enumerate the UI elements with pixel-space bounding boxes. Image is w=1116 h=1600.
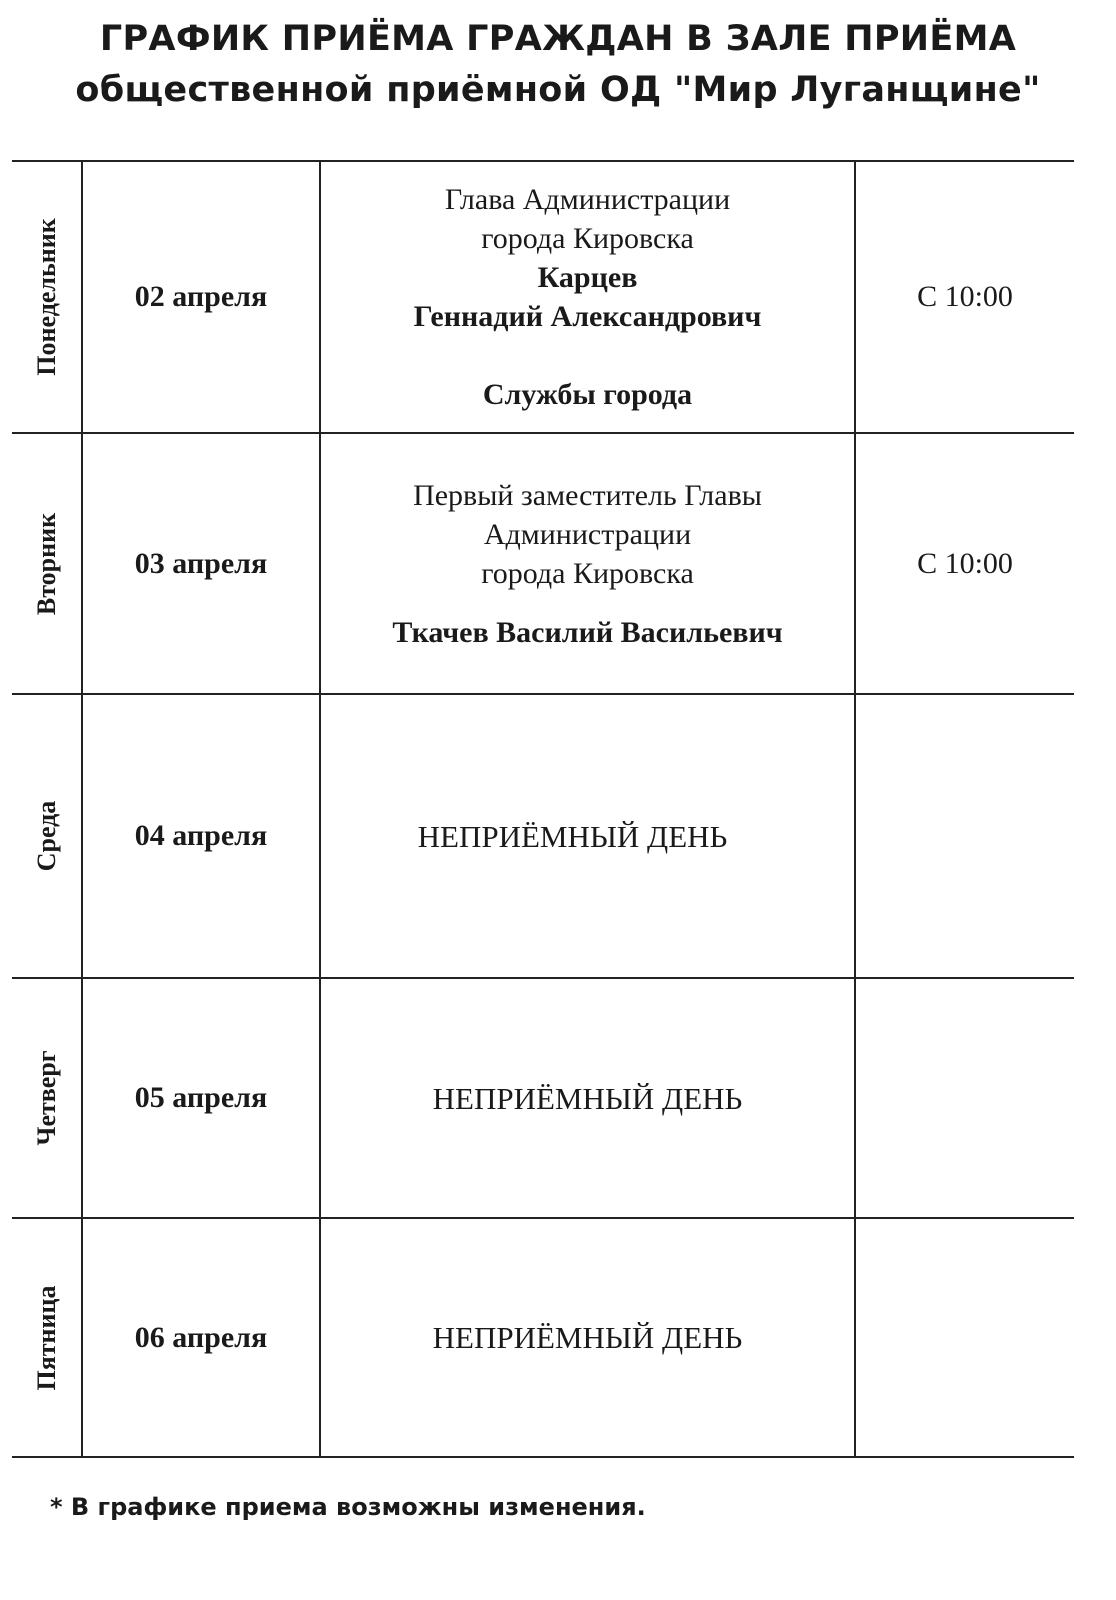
official-name: Ткачев Василий Васильевич — [392, 615, 783, 649]
official-name: Карцев — [537, 261, 638, 294]
status-cell — [320, 1218, 855, 1457]
day-cell — [12, 1218, 82, 1457]
day-label: Понедельник — [31, 218, 61, 376]
date-cell: 05 апреля — [82, 978, 320, 1218]
table-row-wednesday — [12, 694, 1074, 978]
non-reception-day-text: НЕПРИЁМНЫЙ ДЕНЬ — [432, 1080, 743, 1116]
non-reception-day-text: НЕПРИЁМНЫЙ ДЕНЬ — [417, 818, 728, 854]
time-cell — [855, 694, 1074, 978]
date-cell: 03 апреля — [82, 433, 320, 694]
status-cell — [320, 694, 855, 978]
time-cell: С 10:00 — [855, 433, 1074, 694]
date-cell: 04 апреля — [82, 694, 320, 978]
table-row-friday — [12, 1218, 1074, 1457]
status-cell — [320, 978, 855, 1218]
time-cell: С 10:00 — [855, 161, 1074, 433]
position-text: Первый заместитель Главы — [413, 478, 762, 512]
page-title-line-2: общественной приёмной ОД "Мир Луганщине" — [75, 70, 1041, 110]
position-text: города Кировска — [481, 556, 694, 590]
position-text: города Кировска — [481, 222, 694, 255]
table-row-thursday — [12, 978, 1074, 1218]
day-cell — [12, 161, 82, 433]
time-cell — [855, 978, 1074, 1218]
day-label: Вторник — [31, 512, 61, 615]
position-text: Глава Администрации — [444, 183, 731, 216]
schedule-table — [12, 160, 1074, 1458]
city-services-text: Службы города — [482, 378, 693, 411]
date-cell: 06 апреля — [82, 1218, 320, 1457]
table-row-monday — [12, 161, 1074, 433]
official-info-cell — [320, 161, 855, 433]
page-title-line-1: ГРАФИК ПРИЁМА ГРАЖДАН В ЗАЛЕ ПРИЁМА — [99, 19, 1017, 59]
day-label: Пятница — [31, 1284, 61, 1391]
table-row-tuesday — [12, 433, 1074, 694]
day-label: Среда — [31, 800, 61, 872]
time-cell — [855, 1218, 1074, 1457]
day-cell — [12, 694, 82, 978]
day-cell — [12, 978, 82, 1218]
day-cell — [12, 433, 82, 694]
date-cell: 02 апреля — [82, 161, 320, 433]
schedule-change-note: * В графике приема возможны изменения. — [50, 1493, 646, 1521]
official-info-cell — [320, 433, 855, 694]
official-name: Геннадий Александрович — [413, 300, 762, 333]
day-label: Четверг — [31, 1050, 61, 1146]
position-text: Администрации — [483, 517, 692, 551]
non-reception-day-text: НЕПРИЁМНЫЙ ДЕНЬ — [432, 1320, 743, 1355]
